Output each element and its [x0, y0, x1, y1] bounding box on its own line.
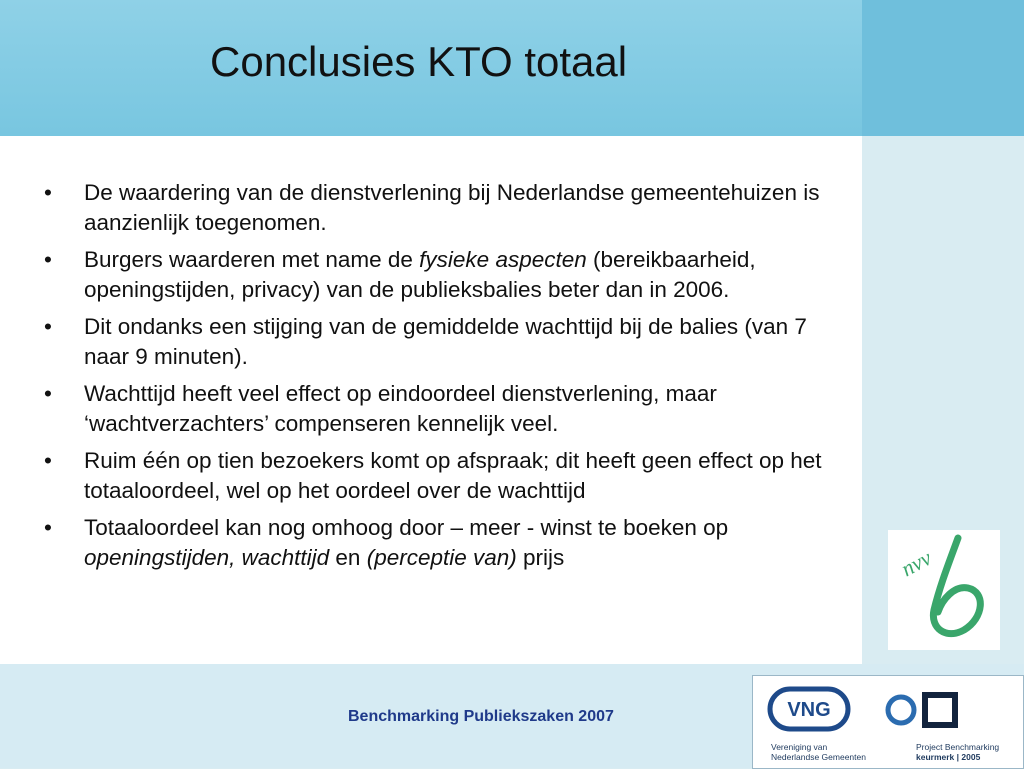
benchmark-caption-line1: Project Benchmarking — [916, 742, 1000, 752]
bullet-text: Totaaloordeel kan nog omhoog door – meer - winst te boeken op — [84, 515, 729, 540]
bullet-item — [42, 513, 857, 573]
bullet-text: Wachttijd heeft veel effect op eindoordeel dienstverlening, maar ‘wachtverzachters’ compenseren kennelijk veel. — [84, 381, 717, 436]
bullet-dot: • — [44, 515, 52, 540]
bullet-item — [42, 312, 857, 372]
bullet-dot: • — [44, 314, 52, 339]
benchmark-logo-shapes — [885, 690, 965, 730]
header-corner — [862, 0, 1024, 136]
bullet-text: fysieke aspecten — [419, 247, 587, 272]
vng-caption-line1: Vereniging van — [771, 742, 828, 752]
bullet-text: openingstijden, wachttijd — [84, 545, 330, 570]
bullet-text: (bereikbaarheid, openingstijden, privacy) van de publieksbalies beter dan in 2006. — [84, 247, 756, 302]
slide-title: Conclusies KTO totaal — [210, 38, 628, 85]
bullet-item — [42, 379, 857, 439]
bullet-dot: • — [44, 381, 52, 406]
svg-text:VNG: VNG — [787, 699, 831, 721]
bullet-item — [42, 245, 857, 305]
bullet-text: prijs — [516, 545, 565, 570]
bullet-list — [42, 178, 857, 580]
bullet-item — [42, 178, 857, 238]
bullet-text: Ruim één op tien bezoekers komt op afspraak; dit heeft geen effect op het totaaloordeel, wel op het oordeel over de wachttijd — [84, 448, 822, 503]
benchmark-caption — [916, 742, 999, 762]
bullet-item — [42, 446, 857, 506]
vng-caption-line2: Nederlandse Gemeenten — [771, 752, 866, 762]
nvvb-logo — [888, 530, 1000, 650]
bullet-text: en — [329, 545, 367, 570]
bullet-text: Burgers waarderen met name de — [84, 247, 420, 272]
svg-text:nvv: nvv — [896, 544, 936, 582]
vng-caption — [771, 742, 866, 762]
bullet-dot: • — [44, 180, 52, 205]
bullet-text: (perceptie van) — [366, 545, 517, 570]
vng-logo — [767, 686, 851, 732]
bullet-dot: • — [44, 448, 52, 473]
partner-logos — [752, 675, 1024, 769]
bullet-dot: • — [44, 247, 52, 272]
bullet-text: Dit ondanks een stijging van de gemiddelde wachttijd bij de balies (van 7 naar 9 minuten). — [84, 314, 807, 369]
bullet-text: De waardering van de dienstverlening bij Nederlandse gemeentehuizen is aanzienlijk toegenomen. — [84, 180, 820, 235]
benchmark-caption-line2: keurmerk | 2005 — [916, 752, 981, 762]
footer-text: Benchmarking Publiekszaken 2007 — [348, 708, 614, 725]
